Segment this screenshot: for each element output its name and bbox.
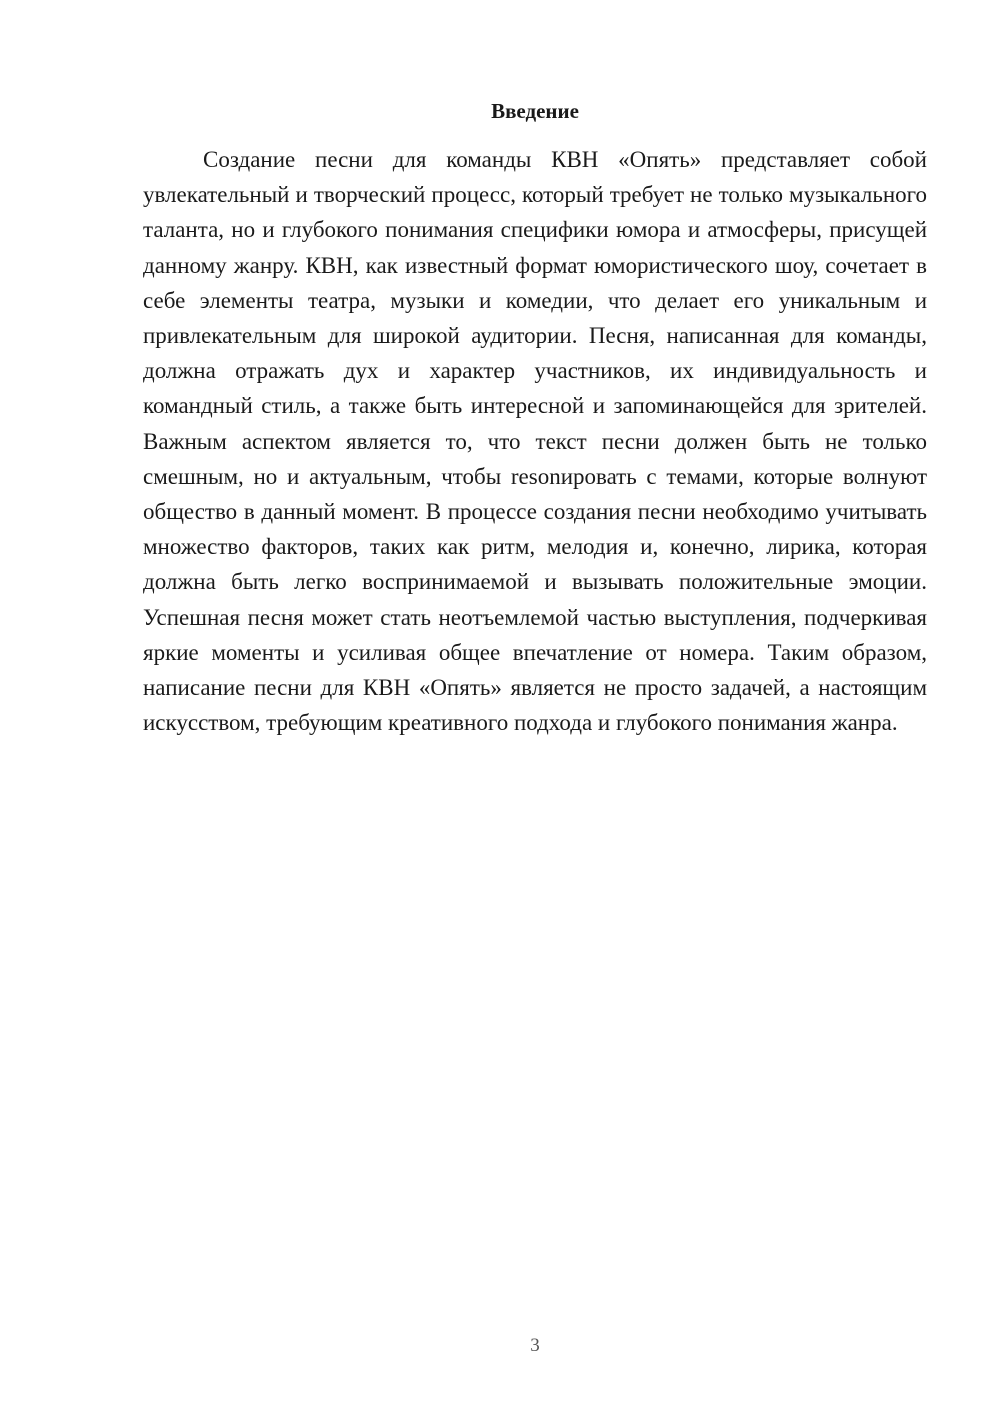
body-paragraph: Создание песни для команды КВН «Опять» представляет собой увлекательный и творческий процесс, который требует не только музыкального таланта, но и глубокого понимания специфики юмора и атмосферы, присущей данному жанру. КВН, как известный формат юмористического шоу, сочетает в себе элементы театра, музыки и комедии, что делает его уникальным и привлекательным для широкой аудитории. Песня, написанная для команды, должна отражать дух и характер участников, их индивидуальность и командный стиль, а также быть интересной и запоминающейся для зрителей. Важным аспектом является то, что текст песни должен быть не только смешным, но и актуальным, чтобы resonировать с темами, которые волнуют общество в данный момент. В процессе создания песни необходимо учитывать множество факторов, таких как ритм, мелодия и, конечно, лирика, которая должна быть легко воспринимаемой и вызывать положительные эмоции. Успешная песня может стать неотъемлемой частью выступления, подчеркивая яркие моменты и усиливая общее впечатление от номера. Таким образом, написание песни для КВН «Опять» является не просто задачей, а настоящим искусством, требующим креативного подхода и глубокого понимания жанра. <box>143 147 927 736</box>
section-heading: Введение <box>491 99 579 123</box>
page-number: 3 <box>530 1335 540 1356</box>
